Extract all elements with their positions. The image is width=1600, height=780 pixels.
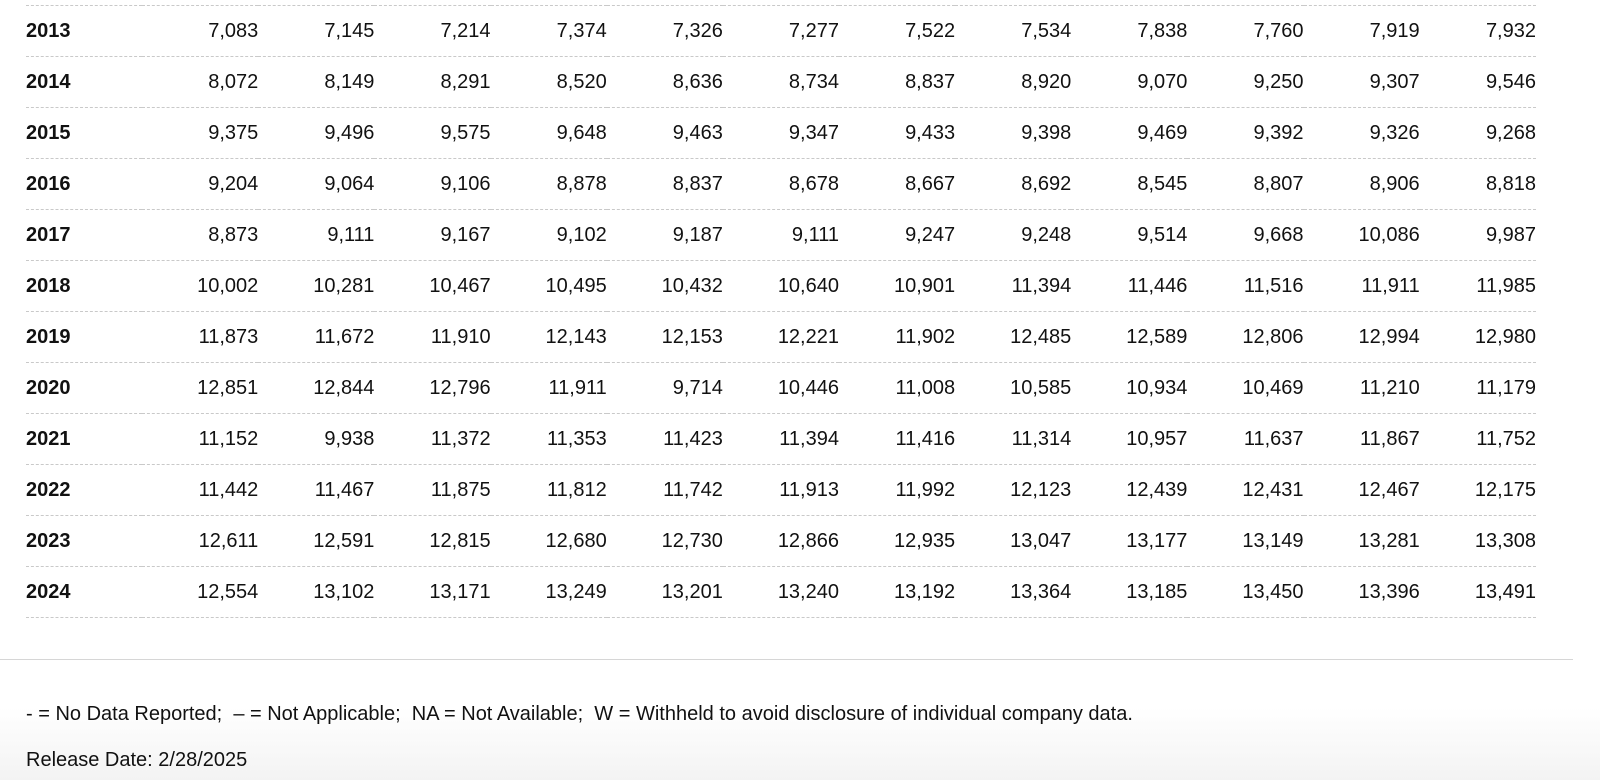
table-cell: 9,064 (258, 159, 374, 210)
table-cell: 12,935 (839, 516, 955, 567)
table-cell: 11,637 (1187, 414, 1303, 465)
table-cell: 13,396 (1304, 567, 1420, 618)
table-cell: 8,734 (723, 57, 839, 108)
table-cell: 13,149 (1187, 516, 1303, 567)
data-table-container (26, 0, 1536, 618)
table-cell: 9,714 (607, 363, 723, 414)
table-cell: 13,281 (1304, 516, 1420, 567)
table-cell: 10,086 (1304, 210, 1420, 261)
table-row (26, 108, 1536, 159)
table-cell: 11,446 (1071, 261, 1187, 312)
table-cell: 12,806 (1187, 312, 1303, 363)
table-cell: 10,281 (258, 261, 374, 312)
table-cell: 10,585 (955, 363, 1071, 414)
row-year-label: 2019 (26, 312, 142, 363)
table-cell: 9,433 (839, 108, 955, 159)
table-cell: 9,392 (1187, 108, 1303, 159)
table-cell: 11,442 (142, 465, 258, 516)
table-cell: 12,730 (607, 516, 723, 567)
table-cell: 12,796 (374, 363, 490, 414)
table-row (26, 6, 1536, 57)
table-cell: 12,439 (1071, 465, 1187, 516)
table-cell: 9,514 (1071, 210, 1187, 261)
table-cell: 9,268 (1420, 108, 1536, 159)
table-cell: 13,192 (839, 567, 955, 618)
table-cell: 7,083 (142, 6, 258, 57)
table-cell: 9,575 (374, 108, 490, 159)
table-cell: 12,680 (491, 516, 607, 567)
table-cell: 11,902 (839, 312, 955, 363)
table-cell: 11,752 (1420, 414, 1536, 465)
row-year-label: 2021 (26, 414, 142, 465)
table-cell: 12,175 (1420, 465, 1536, 516)
table-cell: 9,398 (955, 108, 1071, 159)
table-cell: 11,394 (723, 414, 839, 465)
table-cell: 11,210 (1304, 363, 1420, 414)
table-cell: 13,491 (1420, 567, 1536, 618)
table-cell: 7,326 (607, 6, 723, 57)
table-cell: 13,249 (491, 567, 607, 618)
table-cell: 8,818 (1420, 159, 1536, 210)
table-row (26, 57, 1536, 108)
table-cell: 9,347 (723, 108, 839, 159)
table-cell: 13,185 (1071, 567, 1187, 618)
table-cell: 9,102 (491, 210, 607, 261)
table-cell: 13,102 (258, 567, 374, 618)
table-cell: 13,364 (955, 567, 1071, 618)
table-cell: 7,534 (955, 6, 1071, 57)
row-year-label: 2016 (26, 159, 142, 210)
table-cell: 10,640 (723, 261, 839, 312)
table-row (26, 261, 1536, 312)
table-cell: 9,463 (607, 108, 723, 159)
table-cell: 11,467 (258, 465, 374, 516)
table-cell: 11,314 (955, 414, 1071, 465)
table-cell: 10,446 (723, 363, 839, 414)
table-cell: 10,957 (1071, 414, 1187, 465)
table-cell: 9,987 (1420, 210, 1536, 261)
table-cell: 12,467 (1304, 465, 1420, 516)
release-date: Release Date: 2/28/2025 (26, 749, 248, 771)
table-cell: 9,167 (374, 210, 490, 261)
table-cell: 8,678 (723, 159, 839, 210)
table-cell: 13,177 (1071, 516, 1187, 567)
table-cell: 10,495 (491, 261, 607, 312)
table-cell: 8,072 (142, 57, 258, 108)
table-cell: 9,496 (258, 108, 374, 159)
footnote-legend: - = No Data Reported; – = Not Applicable; NA = Not Available; W = Withheld to avoid disclosure of individual company data. (26, 703, 1133, 725)
table-cell: 8,520 (491, 57, 607, 108)
table-cell: 9,307 (1304, 57, 1420, 108)
table-cell: 11,372 (374, 414, 490, 465)
table-cell: 12,589 (1071, 312, 1187, 363)
table-cell: 11,672 (258, 312, 374, 363)
table-cell: 12,485 (955, 312, 1071, 363)
table-cell: 11,992 (839, 465, 955, 516)
table-cell: 13,171 (374, 567, 490, 618)
table-cell: 13,047 (955, 516, 1071, 567)
table-cell: 9,326 (1304, 108, 1420, 159)
row-year-label: 2015 (26, 108, 142, 159)
table-cell: 12,851 (142, 363, 258, 414)
table-cell: 11,875 (374, 465, 490, 516)
table-cell: 8,667 (839, 159, 955, 210)
table-cell: 10,467 (374, 261, 490, 312)
table-cell: 11,394 (955, 261, 1071, 312)
table-cell: 10,432 (607, 261, 723, 312)
table-cell: 8,149 (258, 57, 374, 108)
table-cell: 9,546 (1420, 57, 1536, 108)
table-cell: 11,867 (1304, 414, 1420, 465)
table-cell: 9,469 (1071, 108, 1187, 159)
table-body (26, 0, 1536, 618)
table-cell: 8,878 (491, 159, 607, 210)
table-cell: 13,201 (607, 567, 723, 618)
row-year-label: 2020 (26, 363, 142, 414)
table-cell: 12,221 (723, 312, 839, 363)
table-cell: 9,111 (723, 210, 839, 261)
table-cell: 13,308 (1420, 516, 1536, 567)
table-cell: 11,913 (723, 465, 839, 516)
table-cell: 12,994 (1304, 312, 1420, 363)
table-cell: 12,980 (1420, 312, 1536, 363)
table-cell: 11,911 (491, 363, 607, 414)
table-cell: 9,070 (1071, 57, 1187, 108)
table-cell: 8,807 (1187, 159, 1303, 210)
table-cell: 8,873 (142, 210, 258, 261)
table-cell: 11,179 (1420, 363, 1536, 414)
row-year-label: 2013 (26, 6, 142, 57)
table-cell: 8,837 (839, 57, 955, 108)
table-cell: 9,187 (607, 210, 723, 261)
table-cell: 12,866 (723, 516, 839, 567)
table-cell: 10,901 (839, 261, 955, 312)
table-cell: 12,844 (258, 363, 374, 414)
table-cell: 11,423 (607, 414, 723, 465)
table-row (26, 210, 1536, 261)
table-cell: 7,374 (491, 6, 607, 57)
table-row (26, 363, 1536, 414)
row-year-label: 2024 (26, 567, 142, 618)
table-cell: 9,204 (142, 159, 258, 210)
table-cell: 11,873 (142, 312, 258, 363)
row-year-label: 2023 (26, 516, 142, 567)
table-cell: 8,291 (374, 57, 490, 108)
row-year-label: 2014 (26, 57, 142, 108)
table-cell: 12,123 (955, 465, 1071, 516)
footer-divider (0, 659, 1573, 660)
table-cell: 12,815 (374, 516, 490, 567)
table-cell: 7,760 (1187, 6, 1303, 57)
table-cell: 12,611 (142, 516, 258, 567)
table-cell: 8,920 (955, 57, 1071, 108)
row-year-label: 2017 (26, 210, 142, 261)
table-cell: 12,554 (142, 567, 258, 618)
table-cell: 9,111 (258, 210, 374, 261)
table-cell: 11,911 (1304, 261, 1420, 312)
table-cell: 7,214 (374, 6, 490, 57)
table-cell: 8,692 (955, 159, 1071, 210)
table-cell: 11,910 (374, 312, 490, 363)
table-cell: 9,375 (142, 108, 258, 159)
table-cell: 8,906 (1304, 159, 1420, 210)
table-cell: 11,812 (491, 465, 607, 516)
table-cell: 9,248 (955, 210, 1071, 261)
table-cell: 11,416 (839, 414, 955, 465)
table-cell: 11,516 (1187, 261, 1303, 312)
table-cell: 13,240 (723, 567, 839, 618)
table-cell: 11,152 (142, 414, 258, 465)
table-cell: 9,648 (491, 108, 607, 159)
table-cell: 11,742 (607, 465, 723, 516)
table-cell: 12,591 (258, 516, 374, 567)
row-year-label: 2018 (26, 261, 142, 312)
table-cell: 12,153 (607, 312, 723, 363)
table-cell: 9,938 (258, 414, 374, 465)
table-cell: 11,353 (491, 414, 607, 465)
table-cell: 7,145 (258, 6, 374, 57)
table-cell: 10,934 (1071, 363, 1187, 414)
table-cell: 7,522 (839, 6, 955, 57)
table-cell: 11,985 (1420, 261, 1536, 312)
data-table (26, 0, 1536, 618)
table-cell: 9,250 (1187, 57, 1303, 108)
table-row (26, 159, 1536, 210)
table-cell: 7,277 (723, 6, 839, 57)
table-cell: 9,668 (1187, 210, 1303, 261)
table-cell: 7,932 (1420, 6, 1536, 57)
table-cell: 9,247 (839, 210, 955, 261)
table-row (26, 516, 1536, 567)
table-cell: 8,837 (607, 159, 723, 210)
table-cell: 10,469 (1187, 363, 1303, 414)
table-cell: 7,838 (1071, 6, 1187, 57)
table-row (26, 465, 1536, 516)
row-year-label: 2022 (26, 465, 142, 516)
table-cell: 7,919 (1304, 6, 1420, 57)
table-row (26, 567, 1536, 618)
table-cell: 12,143 (491, 312, 607, 363)
table-cell: 12,431 (1187, 465, 1303, 516)
table-row (26, 414, 1536, 465)
table-cell: 8,545 (1071, 159, 1187, 210)
table-cell: 10,002 (142, 261, 258, 312)
table-cell: 13,450 (1187, 567, 1303, 618)
table-cell: 9,106 (374, 159, 490, 210)
table-row (26, 312, 1536, 363)
table-cell: 8,636 (607, 57, 723, 108)
table-cell: 11,008 (839, 363, 955, 414)
